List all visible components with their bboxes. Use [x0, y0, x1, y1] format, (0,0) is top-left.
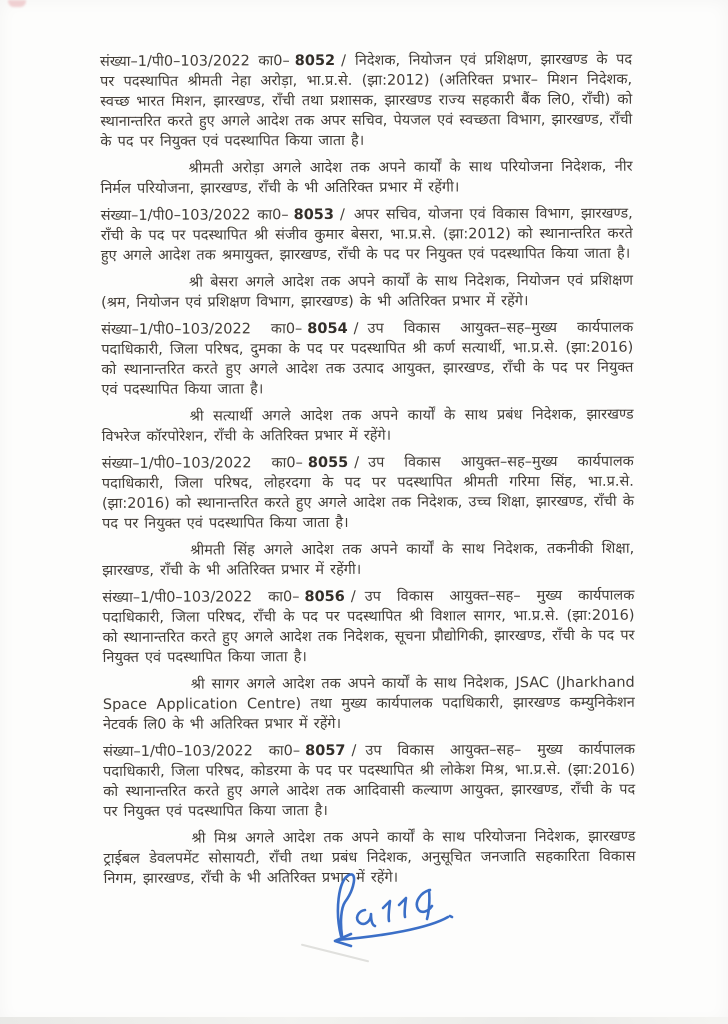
- memo-ref: संख्या–1/पी0–103/2022 का0–: [102, 589, 300, 606]
- paragraph-text: उप विकास आयुक्त–सह– मुख्य कार्यपालक पदाधिकारी, जिला परिषद, राँची के पद पर पदस्थापित श्री विशाल सागर, भा.प्र.से. (झा:2016) को स्थानान्तरित करते हुए अगले आदेश तक निदेशक, सूचना प्रौद्योगिकी, झारखण्ड, राँची के पद पर नियुक्त एवं पदस्थापित किया जाता है।: [102, 587, 635, 666]
- note-paragraph: [101, 271, 633, 313]
- memo-number: 8056: [304, 588, 345, 606]
- note-paragraph: [103, 673, 635, 735]
- document-body: [100, 50, 636, 896]
- memo-number: 8055: [307, 454, 349, 472]
- memo-separator: /: [354, 454, 360, 471]
- signature-handwritten-icon: [315, 866, 465, 951]
- memo-number: 8053: [293, 206, 334, 224]
- paragraph-text: अपर सचिव, योजना एवं विकास विभाग, झारखण्ड, राँची के पद पर पदस्थापित श्री संजीव कुमार बेसरा, भा.प्र.से. (झा:2012) को स्थानान्तरित करते हुए अगले आदेश तक श्रमायुक्त, झारखण्ड, राँची के पद पर नियुक्त एवं पदस्थापित किया जाता है।: [100, 205, 633, 264]
- order-paragraph: [101, 318, 633, 400]
- memo-separator: /: [341, 52, 347, 69]
- order-paragraph: [102, 586, 634, 668]
- memo-ref: संख्या–1/पी0–103/2022 का0–: [101, 321, 303, 338]
- order-paragraph: [102, 452, 634, 534]
- memo-separator: /: [339, 206, 345, 223]
- paragraph-text: श्रीमती सिंह अगले आदेश तक अपने कार्यों के साथ निदेशक, तकनीकी शिक्षा, झारखण्ड, राँची के भी अतिरिक्त प्रभार में रहेंगी।: [102, 540, 635, 579]
- paragraph-text: श्रीमती अरोड़ा अगले आदेश तक अपने कार्यों के साथ परियोजना निदेशक, नीर निर्मल परियोजना, झारखण्ड, राँची के भी अतिरिक्त प्रभार में रहेंगी।: [100, 158, 633, 197]
- paragraph-text: श्री मिश्र अगले आदेश तक अपने कार्यों के साथ परियोजना निदेशक, झारखण्ड ट्राईबल डेवलपमेंट सोसायटी, राँची तथा प्रबंध निदेशक, अनुसूचित जनजाति सहकारिता विकास निगम, झारखण्ड, राँची के भी अतिरिक्त प्रभार में रहेंगे।: [103, 828, 636, 887]
- memo-separator: /: [351, 742, 357, 759]
- memo-ref: संख्या–1/पी0–103/2022 का0–: [100, 53, 290, 70]
- memo-ref: संख्या–1/पी0–103/2022 का0–: [103, 743, 301, 760]
- memo-number: 8057: [305, 742, 346, 760]
- memo-number: 8054: [307, 320, 348, 338]
- paragraph-text: उप विकास आयुक्त–सह–मुख्य कार्यपालक पदाधिकारी, जिला परिषद, दुमका के पद पर पदस्थापित श्री कर्ण सत्यार्थी, भा.प्र.से. (झा:2016) को स्थानान्तरित करते हुए अगले आदेश तक उत्पाद आयुक्त, झारखण्ड, राँची के पद पर नियुक्त एवं पदस्थापित किया जाता है।: [101, 319, 634, 398]
- paragraph-text: उप विकास आयुक्त–सह–मुख्य कार्यपालक पदाधिकारी, जिला परिषद, लोहरदगा के पद पर पदस्थापित श्रीमती गरिमा सिंह, भा.प्र.से. (झा:2016) को स्थानान्तरित करते हुए अगले आदेश तक निदेशक, उच्च शिक्षा, झारखण्ड, राँची के पद पर नियुक्त एवं पदस्थापित किया जाता है।: [101, 453, 635, 532]
- memo-separator: /: [350, 588, 356, 605]
- note-paragraph: [100, 157, 632, 199]
- note-paragraph: [102, 539, 634, 581]
- paragraph-text: श्री बेसरा अगले आदेश तक अपने कार्यों के साथ निदेशक, नियोजन एवं प्रशिक्षण (श्रम, नियोजन एवं प्रशिक्षण विभाग, झारखण्ड) के भी अतिरिक्त प्रभार में रहेंगे।: [101, 272, 634, 311]
- note-paragraph: [102, 405, 634, 447]
- scan-smudge: [8, 0, 26, 7]
- scan-edge-shadow: [0, 1017, 728, 1024]
- memo-separator: /: [353, 320, 359, 337]
- memo-number: 8052: [294, 52, 336, 70]
- memo-ref: संख्या–1/पी0–103/2022 का0–: [100, 207, 289, 224]
- paragraph-text: श्री सागर अगले आदेश तक अपने कार्यों के साथ निदेशक, JSAC (Jharkhand Space Application Centre) तथा मुख्य कार्यपालक पदाधिकारी, झारखण्ड कम्युनिकेशन नेटवर्क लि0 के भी अतिरिक्त प्रभार में रहेंगे।: [102, 674, 635, 733]
- paragraph-text: श्री सत्यार्थी अगले आदेश तक अपने कार्यों के साथ प्रबंध निदेशक, झारखण्ड विभरेज कॉरपोरेशन, राँची के अतिरिक्त प्रभार में रहेंगे।: [101, 406, 634, 445]
- order-paragraph: [103, 740, 635, 822]
- paragraph-text: निदेशक, नियोजन एवं प्रशिक्षण, झारखण्ड के पद पर पदस्थापित श्रीमती नेहा अरोड़ा, भा.प्र.से. (झा:2012) (अतिरिक्त प्रभार– मिशन निदेशक, स्वच्छ भारत मिशन, झारखण्ड, राँची तथा प्रशासक, झारखण्ड राज्य सहकारी बैंक लि0, राँची) को स्थानान्तरित करते हुए अगले आदेश तक अपर सचिव, पेयजल एवं स्वच्छता विभाग, झारखण्ड, राँची के पद पर नियुक्त एवं पदस्थापित किया जाता है।: [100, 51, 633, 150]
- order-paragraph: [101, 204, 633, 266]
- paragraph-text: उप विकास आयुक्त–सह– मुख्य कार्यपालक पदाधिकारी, जिला परिषद, कोडरमा के पद पर पदस्थापित श्री लोकेश मिश्र, भा.प्र.से. (झा:2016) को स्थानान्तरित करते हुए अगले आदेश तक आदिवासी कल्याण आयुक्त, झारखण्ड, राँची के पद पर नियुक्त एवं पदस्थापित किया जाता है।: [103, 741, 636, 820]
- order-paragraph: [100, 50, 632, 152]
- memo-ref: संख्या–1/पी0–103/2022 का0–: [101, 455, 303, 472]
